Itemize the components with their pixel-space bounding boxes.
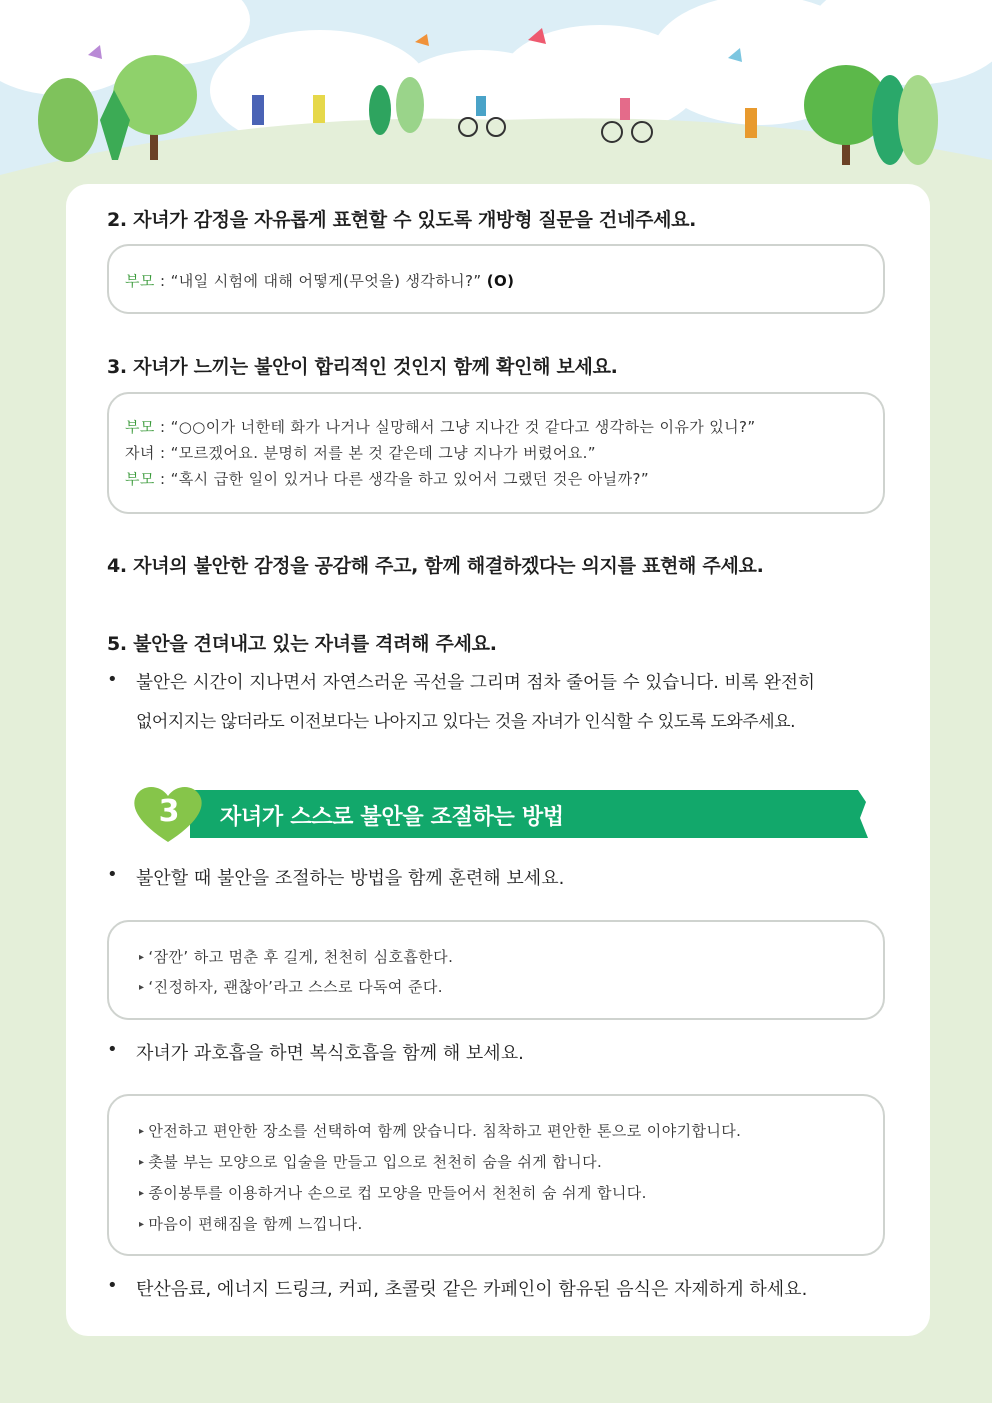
bullet-dot: • <box>107 1039 118 1060</box>
speaker-label: 부모 <box>125 418 155 436</box>
dialogue-text: “○○이가 너한테 화가 나거나 실망해서 그냥 지나간 것 같다고 생각하는 이유가 있니?” <box>170 418 756 436</box>
section-5-heading: 5. 불안을 견뎌내고 있는 자녀를 격려해 주세요. <box>107 633 497 655</box>
tip-text: 촛불 부는 모양으로 입술을 만들고 입으로 천천히 숨을 쉬게 합니다. <box>148 1153 603 1171</box>
play-arrow-icon: ▸ <box>139 1126 145 1137</box>
bullet-dot: • <box>107 669 118 690</box>
separator: : <box>154 418 171 436</box>
play-arrow-icon: ▸ <box>139 982 145 993</box>
tip-item <box>139 946 453 967</box>
tip-text: 종이봉투를 이용하거나 손으로 컵 모양을 만들어서 천천히 숨 쉬게 합니다. <box>148 1184 647 1202</box>
bullet-text: 불안할 때 불안을 조절하는 방법을 함께 훈련해 보세요. <box>136 868 565 889</box>
tips-box-1 <box>107 920 885 1020</box>
section-2-heading: 2. 자녀가 감정을 자유롭게 표현할 수 있도록 개방형 질문을 건네주세요. <box>107 209 697 231</box>
correct-mark: (O) <box>486 272 515 290</box>
section-4-heading: 4. 자녀의 불안한 감정을 공감해 주고, 함께 해결하겠다는 의지를 표현해 주세요. <box>107 555 764 577</box>
tip-item <box>139 1213 363 1234</box>
tree-left-1 <box>38 78 98 162</box>
dialogue-text: “혹시 급한 일이 있거나 다른 생각을 하고 있어서 그랬던 것은 아닐까?” <box>170 470 649 488</box>
dialogue-line <box>125 270 514 291</box>
bullet-text: 탄산음료, 에너지 드링크, 커피, 초콜릿 같은 카페인이 함유된 음식은 자제하게 하세요. <box>136 1279 808 1300</box>
section-2-dialogue-box <box>107 244 885 314</box>
tip-text: ‘진정하자, 괜찮아’라고 스스로 다독여 준다. <box>148 978 443 996</box>
tip-text: 마음이 편해짐을 함께 느낍니다. <box>148 1215 363 1233</box>
header-illustration <box>0 0 992 200</box>
section-3-heading: 3. 자녀가 느끼는 불안이 합리적인 것인지 함께 확인해 보세요. <box>107 356 618 378</box>
section-banner <box>130 780 870 850</box>
play-arrow-icon: ▸ <box>139 1157 145 1168</box>
tip-item <box>139 976 443 997</box>
speaker-label: 자녀 <box>125 444 155 462</box>
tip-item <box>139 1151 602 1172</box>
play-arrow-icon: ▸ <box>139 1188 145 1199</box>
play-arrow-icon: ▸ <box>139 952 145 963</box>
bullet-text: 자녀가 과호흡을 하면 복식호흡을 함께 해 보세요. <box>136 1043 524 1064</box>
bullet-dot: • <box>107 864 118 885</box>
dialogue-line <box>125 416 756 437</box>
speaker-label: 부모 <box>125 470 155 488</box>
tip-item <box>139 1120 741 1141</box>
speaker-label: 부모 <box>125 272 155 290</box>
dialogue-line <box>125 442 596 463</box>
section-3-dialogue-box <box>107 392 885 514</box>
separator: : <box>154 444 171 462</box>
separator: : <box>154 470 171 488</box>
tip-item <box>139 1182 647 1203</box>
banner-number: 3 <box>158 794 180 829</box>
bullet-text: 불안은 시간이 지나면서 자연스러운 곡선을 그리며 점차 줄어들 수 있습니다. 비록 완전히 <box>136 673 815 693</box>
person-right <box>745 108 757 138</box>
tip-text: 안전하고 편안한 장소를 선택하여 함께 앉습니다. 침착하고 편안한 톤으로 이야기합니다. <box>148 1122 742 1140</box>
separator: : <box>154 272 171 290</box>
tip-text: ‘잠깐’ 하고 멈춘 후 길게, 천천히 심호흡한다. <box>148 948 454 966</box>
bullet-text: 없어지지는 않더라도 이전보다는 나아지고 있다는 것을 자녀가 인식할 수 있도록 도와주세요. <box>136 712 795 732</box>
tree-right-2 <box>872 75 938 165</box>
dialogue-line <box>125 468 649 489</box>
tips-box-2 <box>107 1094 885 1256</box>
dialogue-text: “내일 시험에 대해 어떻게(무엇을) 생각하니?” <box>170 272 482 290</box>
play-arrow-icon: ▸ <box>139 1219 145 1230</box>
dialogue-text: “모르겠어요. 분명히 저를 본 것 같은데 그냥 지나가 버렸어요.” <box>170 444 596 462</box>
bullet-dot: • <box>107 1275 118 1296</box>
banner-title: 자녀가 스스로 불안을 조절하는 방법 <box>220 805 564 830</box>
